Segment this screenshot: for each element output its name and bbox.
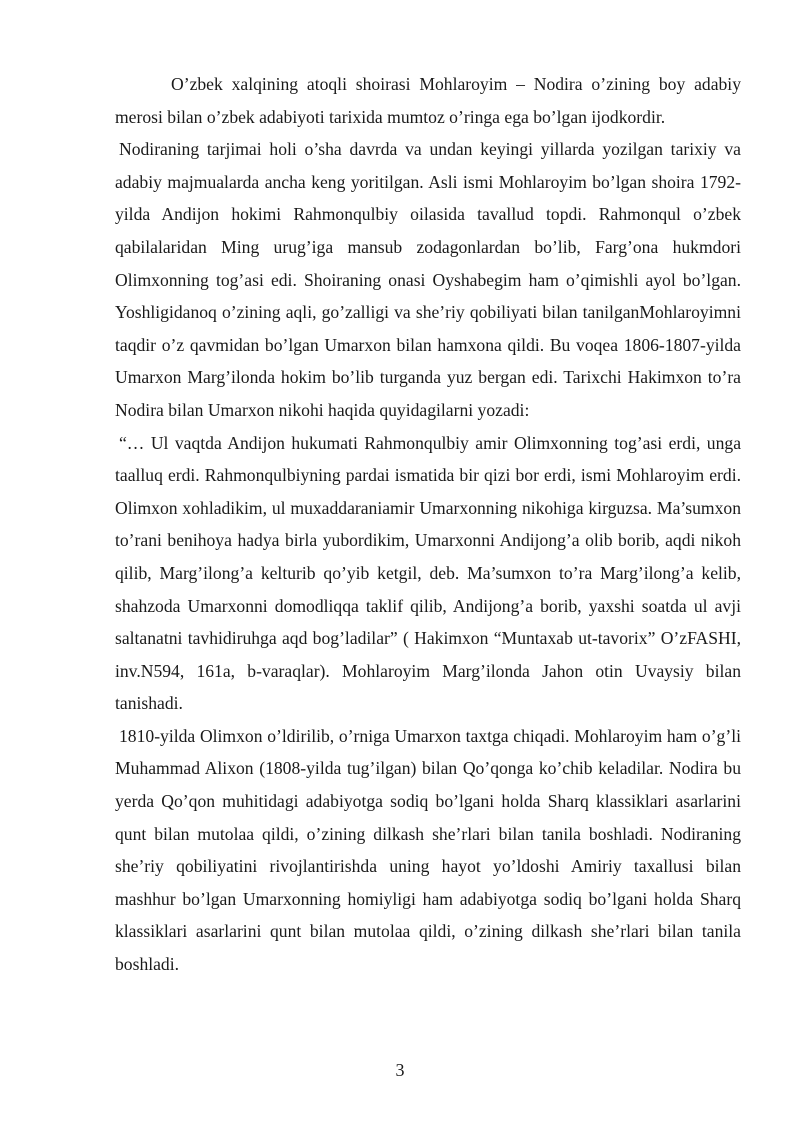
page-number: 3 xyxy=(395,1060,405,1080)
paragraph-kokand: 1810-yilda Olimxon o’ldirilib, o’rniga Umarxon taxtga chiqadi. Mohlaroyim ham o’g’li Muhammad Alixon (1808-yilda tug’ilgan) bilan Qo’qonga ko’chib keladilar. Nodira bu yerda Qo’qon muhitidagi adabiyotga sodiq bo’lgani holda Sharq klassiklari asarlarini qunt bilan mutolaa qildi, o’zining dilkash she’rlari bilan tanila boshladi. Nodiraning she’riy qobiliyatini rivojlantirishda uning hayot yo’ldoshi Amiriy taxallusi bilan mashhur bo’lgan Umarxonning homiyligi ham adabiyotga sodiq bo’lgani holda Sharq klassiklari asarlarini qunt bilan mutolaa qildi, o’zining dilkash she’rlari bilan tanila boshladi. xyxy=(115,725,741,975)
paragraph-intro: O’zbek xalqining atoqli shoirasi Mohlaroyim – Nodira o’zining boy adabiy merosi bilan o’zbek adabiyoti tarixida mumtoz o’ringa ega bo’lgan ijodkordir. xyxy=(115,74,741,127)
paragraph-biography: Nodiraning tarjimai holi o’sha davrda va undan keyingi yillarda yozilgan tarixiy va adabiy majmualarda ancha keng yoritilgan. Asli ismi Mohlaroyim bo’lgan shoira 1792-yilda Andijon hokimi Rahmonqulbiy oilasida tavallud topdi. Rahmonqul o’zbek qabilalaridan Ming urug’iga mansub zodagonlardan bo’lib, Farg’ona hukmdori Olimxonning tog’asi edi. Shoiraning onasi Oyshabegim ham o’qimishli ayol bo’lgan. Yoshligidanoq o’zining aqli, go’zalligi va she’riy qobiliyati bilan tanilganMohlaroyimni taqdir o’z qavmidan bo’lgan Umarxon bilan hamxona qildi. Bu voqea 1806-1807-yilda Umarxon Marg’ilonda hokim bo’lib turganda yuz bergan edi. Tarixchi Hakimxon to’ra Nodira bilan Umarxon nikohi haqida quyidagilarni yozadi: xyxy=(115,139,741,420)
body-text xyxy=(115,68,741,981)
paragraph-quote: “… Ul vaqtda Andijon hukumati Rahmonqulbiy amir Olimxonning tog’asi erdi, unga taalluq erdi. Rahmonqulbiyning pardai ismatida bir qizi bor erdi, ismi Mohlaroyim erdi. Olimxon xohladikim, ul muxaddaraniamir Umarxonning nikohiga kirguzsa. Ma’sumxon to’rani benihoya hadya birla yubordikim, Umarxonni Andijong’a olib borib, aqdi nikoh qilib, Marg’ilong’a kelturib qo’yib ketgil, deb. Ma’sumxon to’ra Marg’ilong’a kelib, shahzoda Umarxonni domodliqqa taklif qilib, Andijong’a borib, yaxshi soatda ul avji saltanatni tavhidiruhga aqd bog’ladilar” ( Hakimxon “Muntaxab ut-tavorix” O’zFASHI, inv.N594, 161a, b-varaqlar). Mohlaroyim Marg’ilonda Jahon otin Uvaysiy bilan tanishadi. xyxy=(115,432,741,714)
